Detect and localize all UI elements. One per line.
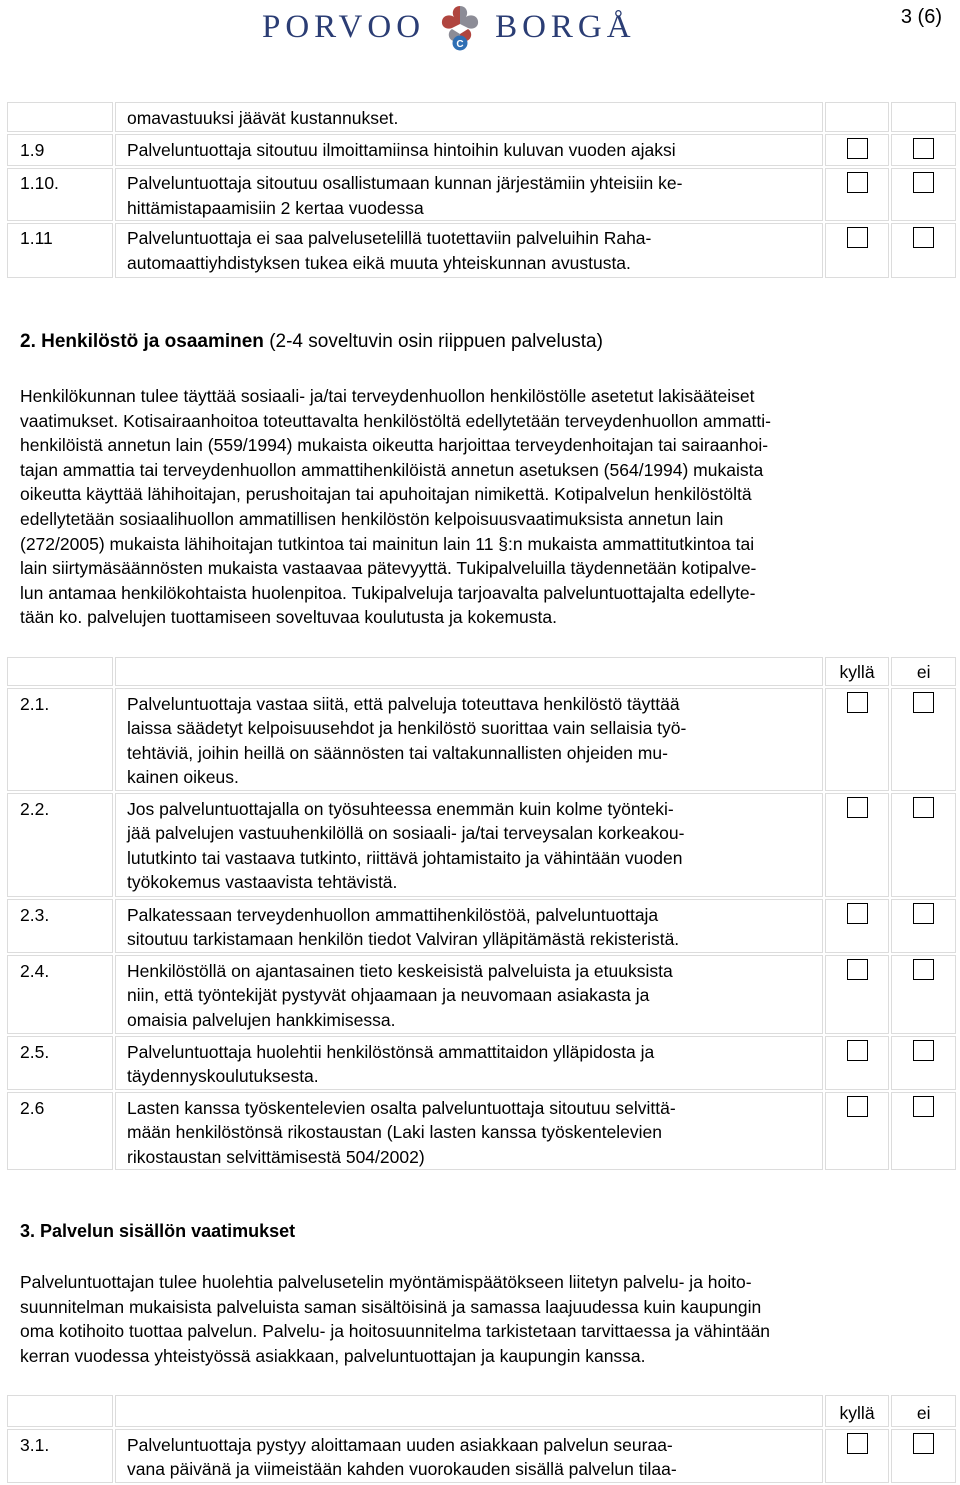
row-number: 3.1. bbox=[7, 1429, 113, 1483]
no-checkbox[interactable] bbox=[913, 692, 934, 713]
no-cell bbox=[891, 688, 956, 791]
no-checkbox[interactable] bbox=[913, 1096, 934, 1117]
requirements-table-3 bbox=[5, 1393, 958, 1485]
table-row bbox=[7, 1036, 956, 1090]
no-cell bbox=[891, 793, 956, 897]
table-row bbox=[7, 134, 956, 167]
page-header bbox=[0, 0, 960, 60]
row-text: Palveluntuottaja pystyy aloittamaan uuden asiakkaan palvelun seuraa- vana päivänä ja viimeistään kahden vuorokauden sisällä palvelun tilaa- bbox=[115, 1429, 823, 1483]
yes-cell bbox=[825, 899, 890, 953]
row-text: Palveluntuottaja sitoutuu ilmoittamiinsa hintoihin kuluvan vuoden ajaksi bbox=[115, 134, 823, 167]
yes-cell bbox=[825, 1036, 890, 1090]
row-number: 2.2. bbox=[7, 793, 113, 897]
yes-checkbox[interactable] bbox=[847, 138, 868, 159]
table-row bbox=[7, 168, 956, 221]
no-cell bbox=[891, 134, 956, 167]
table-row bbox=[7, 899, 956, 953]
yes-checkbox[interactable] bbox=[847, 1040, 868, 1061]
row-number: 1.11 bbox=[7, 223, 113, 278]
no-checkbox[interactable] bbox=[913, 959, 934, 980]
porvoo-borga-logo bbox=[262, 2, 636, 52]
table-row bbox=[7, 1092, 956, 1171]
section-2-paragraph: Henkilökunnan tulee täyttää sosiaali- ja/tai terveydenhuollon henkilöstölle asetetut lakisääteiset vaatimukset. Kotisairaanhoitoa toteuttavalta henkilöstöltä edellytetään terveydenhuollon ammatti- henkilöistä annetun lain (559/1994) mukaista oikeutta harjoittaa terveydenhoitajan tai sairaanhoi- tajan ammattia tai terveydenhuollon ammattihenkilöistä annetun asetuksen (564/1994) mukaista oikeutta käyttää lähihoitajan, perushoitajan tai apuhoitajan nimikettä. Kotipalvelun henkilöstöltä edellytetään sosiaalihuollon ammatillisen henkilöstön kelpoisuusvaatimuksista annetun lain (272/2005) mukaista lähihoitajan tutkintoa tai mainitun lain 11 §:n mukaista ammattitutkintoa tai lain siirtymäsäännösten mukaista vastaavaa pätevyyttä. Tukipalveluilla täydennetään kotipalve- lun antamaa henkilökohtaista huolenpitoa. Tukipalveluja tarjoavalta palveluntuottajalta edellyte- tään ko. palvelujen tuottamiseen soveltuvaa koulutusta ja kokemusta. bbox=[20, 386, 771, 628]
table-header-row bbox=[7, 657, 956, 686]
row-text: Palveluntuottaja huolehtii henkilöstönsä ammattitaidon ylläpidosta ja täydennyskoulutuksesta. bbox=[115, 1036, 823, 1090]
yes-cell bbox=[825, 168, 890, 221]
table-row bbox=[7, 793, 956, 897]
row-number: 2.6 bbox=[7, 1092, 113, 1171]
row-number: 2.4. bbox=[7, 955, 113, 1034]
no-cell bbox=[891, 223, 956, 278]
section-3-paragraph: Palveluntuottajan tulee huolehtia palvelusetelin myöntämispäätökseen liitetyn palvelu- ja hoito- suunnitelman mukaisista palveluista saman sisältöisinä ja samassa laajuudessa kuin kaupungin oma kotihoito tuottaa palvelun. Palvelu- ja hoitosuunnitelma tarkistetaan tarvittaessa ja vähintään kerran vuodessa yhteistyössä asiakkaan, palveluntuottajan ja kaupungin kanssa. bbox=[20, 1272, 771, 1366]
no-cell bbox=[891, 899, 956, 953]
no-checkbox[interactable] bbox=[913, 1433, 934, 1454]
logo-text-porvoo: PORVOO bbox=[262, 8, 426, 45]
yes-cell bbox=[825, 793, 890, 897]
row-text: Palveluntuottaja ei saa palvelusetelillä tuotettaviin palveluihin Raha- automaattiyhdistyksen tukea eikä muuta yhteiskunnan avustusta. bbox=[115, 223, 823, 278]
row-text: Palkatessaan terveydenhuollon ammattihenkilöstöä, palveluntuottaja sitoutuu tarkistamaan henkilön tiedot Valviran ylläpitämästä rekisteristä. bbox=[115, 899, 823, 953]
row-text: Lasten kanssa työskentelevien osalta palveluntuottaja sitoutuu selvittä- mään henkilöstönsä rikostaustan (Laki lasten kanssa työskentelevien rikostaustan selvittämisestä 504/2002) bbox=[115, 1092, 823, 1171]
no-checkbox[interactable] bbox=[913, 1040, 934, 1061]
table-row bbox=[7, 223, 956, 278]
yes-cell bbox=[825, 223, 890, 278]
no-cell bbox=[891, 102, 956, 132]
emblem-letter: C bbox=[456, 39, 464, 50]
no-cell bbox=[891, 1429, 956, 1483]
yes-checkbox[interactable] bbox=[847, 959, 868, 980]
yes-cell bbox=[825, 1092, 890, 1171]
city-emblem-icon bbox=[433, 2, 487, 52]
column-header-yes: kyllä bbox=[825, 1395, 890, 1427]
table-row bbox=[7, 1429, 956, 1483]
yes-cell bbox=[825, 688, 890, 791]
row-number: 2.3. bbox=[7, 899, 113, 953]
table-header-row bbox=[7, 1395, 956, 1427]
yes-cell bbox=[825, 102, 890, 132]
no-cell bbox=[891, 1036, 956, 1090]
yes-checkbox[interactable] bbox=[847, 172, 868, 193]
no-cell bbox=[891, 1092, 956, 1171]
yes-cell bbox=[825, 1429, 890, 1483]
no-cell bbox=[891, 168, 956, 221]
column-header-yes: kyllä bbox=[825, 657, 890, 686]
section-3-title: 3. Palvelun sisällön vaatimukset bbox=[20, 1221, 296, 1241]
row-text: Palveluntuottaja vastaa siitä, että palveluja toteuttava henkilöstö täyttää laissa säädetyt kelpoisuusehdot ja henkilöstö suorittaa vain sellaisia työ- tehtäviä, joihin heillä on säännösten tai valtakunnallisten ohjeiden mu- kainen oikeus. bbox=[115, 688, 823, 791]
row-text: Palveluntuottaja sitoutuu osallistumaan kunnan järjestämiin yhteisiin ke- hittämistapaamisiin 2 kertaa vuodessa bbox=[115, 168, 823, 221]
table-row bbox=[7, 955, 956, 1034]
requirements-table-1 bbox=[5, 100, 958, 280]
page-number: 3 (6) bbox=[900, 6, 942, 28]
row-text: Jos palveluntuottajalla on työsuhteessa enemmän kuin kolme työnteki- jää palvelujen vastuuhenkilöllä on sosiaali- ja/tai terveysalan korkeakou- lututkinto tai vastaava tutkinto, riittävä johtamistaito ja vähintään vuoden työkokemus vastaavista tehtävistä. bbox=[115, 793, 823, 897]
no-checkbox[interactable] bbox=[913, 138, 934, 159]
table-row bbox=[7, 102, 956, 132]
requirements-table-2 bbox=[5, 655, 958, 1172]
no-checkbox[interactable] bbox=[913, 903, 934, 924]
yes-checkbox[interactable] bbox=[847, 903, 868, 924]
yes-checkbox[interactable] bbox=[847, 692, 868, 713]
column-header-no: ei bbox=[891, 1395, 956, 1427]
row-number: 2.1. bbox=[7, 688, 113, 791]
row-number bbox=[7, 102, 113, 132]
row-text: omavastuuksi jäävät kustannukset. bbox=[115, 102, 823, 132]
yes-checkbox[interactable] bbox=[847, 1096, 868, 1117]
no-checkbox[interactable] bbox=[913, 227, 934, 248]
yes-checkbox[interactable] bbox=[847, 1433, 868, 1454]
no-checkbox[interactable] bbox=[913, 797, 934, 818]
row-number: 2.5. bbox=[7, 1036, 113, 1090]
row-text: Henkilöstöllä on ajantasainen tieto keskeisistä palveluista ja etuuksista niin, että työntekijät pystyvät ohjaamaan ja neuvomaan asiakasta ja omaisia palvelujen hankkimisessa. bbox=[115, 955, 823, 1034]
yes-cell bbox=[825, 134, 890, 167]
yes-checkbox[interactable] bbox=[847, 227, 868, 248]
row-number: 1.9 bbox=[7, 134, 113, 167]
no-checkbox[interactable] bbox=[913, 172, 934, 193]
yes-cell bbox=[825, 955, 890, 1034]
table-row bbox=[7, 688, 956, 791]
column-header-no: ei bbox=[891, 657, 956, 686]
no-cell bbox=[891, 955, 956, 1034]
logo-text-borga: BORGÅ bbox=[495, 8, 636, 45]
row-number: 1.10. bbox=[7, 168, 113, 221]
yes-checkbox[interactable] bbox=[847, 797, 868, 818]
section-2-title: 2. Henkilöstö ja osaaminen (2-4 soveltuvin osin riippuen palvelusta) bbox=[20, 331, 603, 352]
